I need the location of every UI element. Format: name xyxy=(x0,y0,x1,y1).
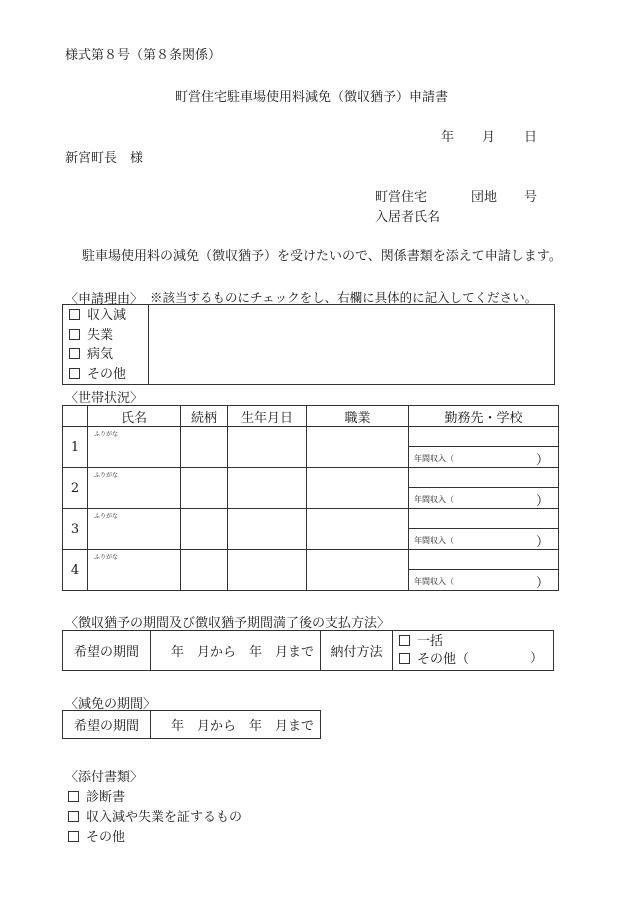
checkbox-icon[interactable] xyxy=(69,309,80,320)
reason-option-income-decrease[interactable]: 収入減 xyxy=(69,306,148,326)
checkbox-icon[interactable] xyxy=(68,811,79,822)
intro-statement: 駐車場使用料の減免（徴収猶予）を受けたいので、関係書類を添えて申請します。 xyxy=(82,249,562,264)
household-row xyxy=(63,509,559,529)
occupation-field[interactable] xyxy=(307,427,409,468)
birthdate-field[interactable] xyxy=(228,427,307,468)
workplace-field[interactable] xyxy=(409,427,559,447)
housing-label: 町営住宅 xyxy=(375,190,428,205)
household-row xyxy=(63,550,559,570)
member-name-field[interactable] xyxy=(88,509,181,550)
relation-field[interactable] xyxy=(181,427,228,468)
row-number: 2 xyxy=(63,468,88,509)
reduction-period-field[interactable]: 年 月から 年 月まで xyxy=(151,711,321,739)
relation-field[interactable] xyxy=(181,468,228,509)
form-number: 様式第８号（第８条関係） xyxy=(65,48,222,63)
annual-income-field[interactable] xyxy=(409,529,559,550)
attachment-income-proof[interactable]: 収入減や失業を証するもの xyxy=(68,806,242,825)
household-header-name: 氏名 xyxy=(88,406,181,427)
resident-name-label: 入居者氏名 xyxy=(375,210,441,225)
member-name-field[interactable] xyxy=(88,468,181,509)
date-year-label: 年 xyxy=(441,130,455,145)
household-header-number xyxy=(63,406,88,427)
workplace-field[interactable] xyxy=(409,550,559,570)
income-close-paren: ） xyxy=(535,535,549,550)
income-close-paren: ） xyxy=(535,494,549,509)
annual-income-label: 年間収入（ xyxy=(414,495,454,504)
annual-income-field[interactable] xyxy=(409,570,559,591)
reason-option-other[interactable]: その他 xyxy=(69,365,148,385)
deferral-heading: 〈徴収猶予の期間及び徴収猶予期間満了後の支払方法〉 xyxy=(65,616,391,631)
form-title: 町営住宅駐車場使用料減免（徴収猶予）申請書 xyxy=(175,90,449,105)
checkbox-icon[interactable] xyxy=(399,653,410,664)
furigana-label: ふりがな xyxy=(94,472,119,479)
household-row xyxy=(63,427,559,447)
reduction-heading: 〈減免の期間〉 xyxy=(65,697,157,712)
reason-option-illness[interactable]: 病気 xyxy=(69,345,148,365)
deferral-period-label: 希望の期間 xyxy=(63,631,151,671)
row-number: 4 xyxy=(63,550,88,591)
deferral-period-field[interactable]: 年 月から 年 月まで xyxy=(151,631,321,671)
addressee: 新宮町長 様 xyxy=(65,151,144,166)
birthdate-field[interactable] xyxy=(228,468,307,509)
deferral-table xyxy=(62,630,554,671)
furigana-label: ふりがな xyxy=(94,431,119,438)
reason-options xyxy=(63,305,149,385)
payment-option-lump-sum[interactable]: 一括 xyxy=(399,633,553,651)
relation-field[interactable] xyxy=(181,550,228,591)
household-heading: 〈世帯状況〉 xyxy=(65,391,144,406)
annual-income-field[interactable] xyxy=(409,447,559,468)
attachments-heading: 〈添付書類〉 xyxy=(65,770,144,785)
reason-note: ※該当するものにチェックをし、右欄に具体的に記入してください。 xyxy=(150,290,538,305)
payment-method-label: 納付方法 xyxy=(321,631,393,671)
household-table xyxy=(62,405,559,591)
checkbox-icon[interactable] xyxy=(69,348,80,359)
member-name-field[interactable] xyxy=(88,550,181,591)
birthdate-field[interactable] xyxy=(228,509,307,550)
attachment-other[interactable]: その他 xyxy=(68,826,125,845)
reason-option-unemployment[interactable]: 失業 xyxy=(69,326,148,346)
household-header-birthdate: 生年月日 xyxy=(228,406,307,427)
relation-field[interactable] xyxy=(181,509,228,550)
birthdate-field[interactable] xyxy=(228,550,307,591)
payment-option-other[interactable]: その他（ xyxy=(399,651,553,669)
row-number: 3 xyxy=(63,509,88,550)
checkbox-icon[interactable] xyxy=(68,791,79,802)
reduction-table xyxy=(62,710,321,739)
member-name-field[interactable] xyxy=(88,427,181,468)
number-label: 号 xyxy=(524,190,538,205)
date-day-label: 日 xyxy=(524,130,538,145)
checkbox-icon[interactable] xyxy=(68,831,79,842)
workplace-field[interactable] xyxy=(409,468,559,488)
annual-income-label: 年間収入（ xyxy=(414,536,454,545)
household-header-workplace: 勤務先・学校 xyxy=(409,406,559,427)
occupation-field[interactable] xyxy=(307,468,409,509)
reason-heading: 〈申請理由〉 xyxy=(65,292,144,307)
attachment-medical-certificate[interactable]: 診断書 xyxy=(68,786,125,805)
payment-method-options xyxy=(393,631,554,671)
household-header-relation: 続柄 xyxy=(181,406,228,427)
reason-details-field[interactable] xyxy=(149,305,555,385)
household-header-occupation: 職業 xyxy=(307,406,409,427)
checkbox-icon[interactable] xyxy=(69,329,80,340)
income-close-paren: ） xyxy=(535,576,549,591)
checkbox-icon[interactable] xyxy=(69,368,80,379)
reason-table xyxy=(62,304,555,385)
furigana-label: ふりがな xyxy=(94,513,119,520)
occupation-field[interactable] xyxy=(307,550,409,591)
income-close-paren: ） xyxy=(535,453,549,468)
annual-income-label: 年間収入（ xyxy=(414,454,454,463)
date-month-label: 月 xyxy=(482,130,496,145)
payment-other-close-paren: ） xyxy=(529,651,543,666)
furigana-label: ふりがな xyxy=(94,554,119,561)
row-number: 1 xyxy=(63,427,88,468)
reduction-period-label: 希望の期間 xyxy=(63,711,151,739)
checkbox-icon[interactable] xyxy=(399,635,410,646)
annual-income-field[interactable] xyxy=(409,488,559,509)
annual-income-label: 年間収入（ xyxy=(414,577,454,586)
household-row xyxy=(63,468,559,488)
occupation-field[interactable] xyxy=(307,509,409,550)
complex-label: 団地 xyxy=(471,190,498,205)
workplace-field[interactable] xyxy=(409,509,559,529)
